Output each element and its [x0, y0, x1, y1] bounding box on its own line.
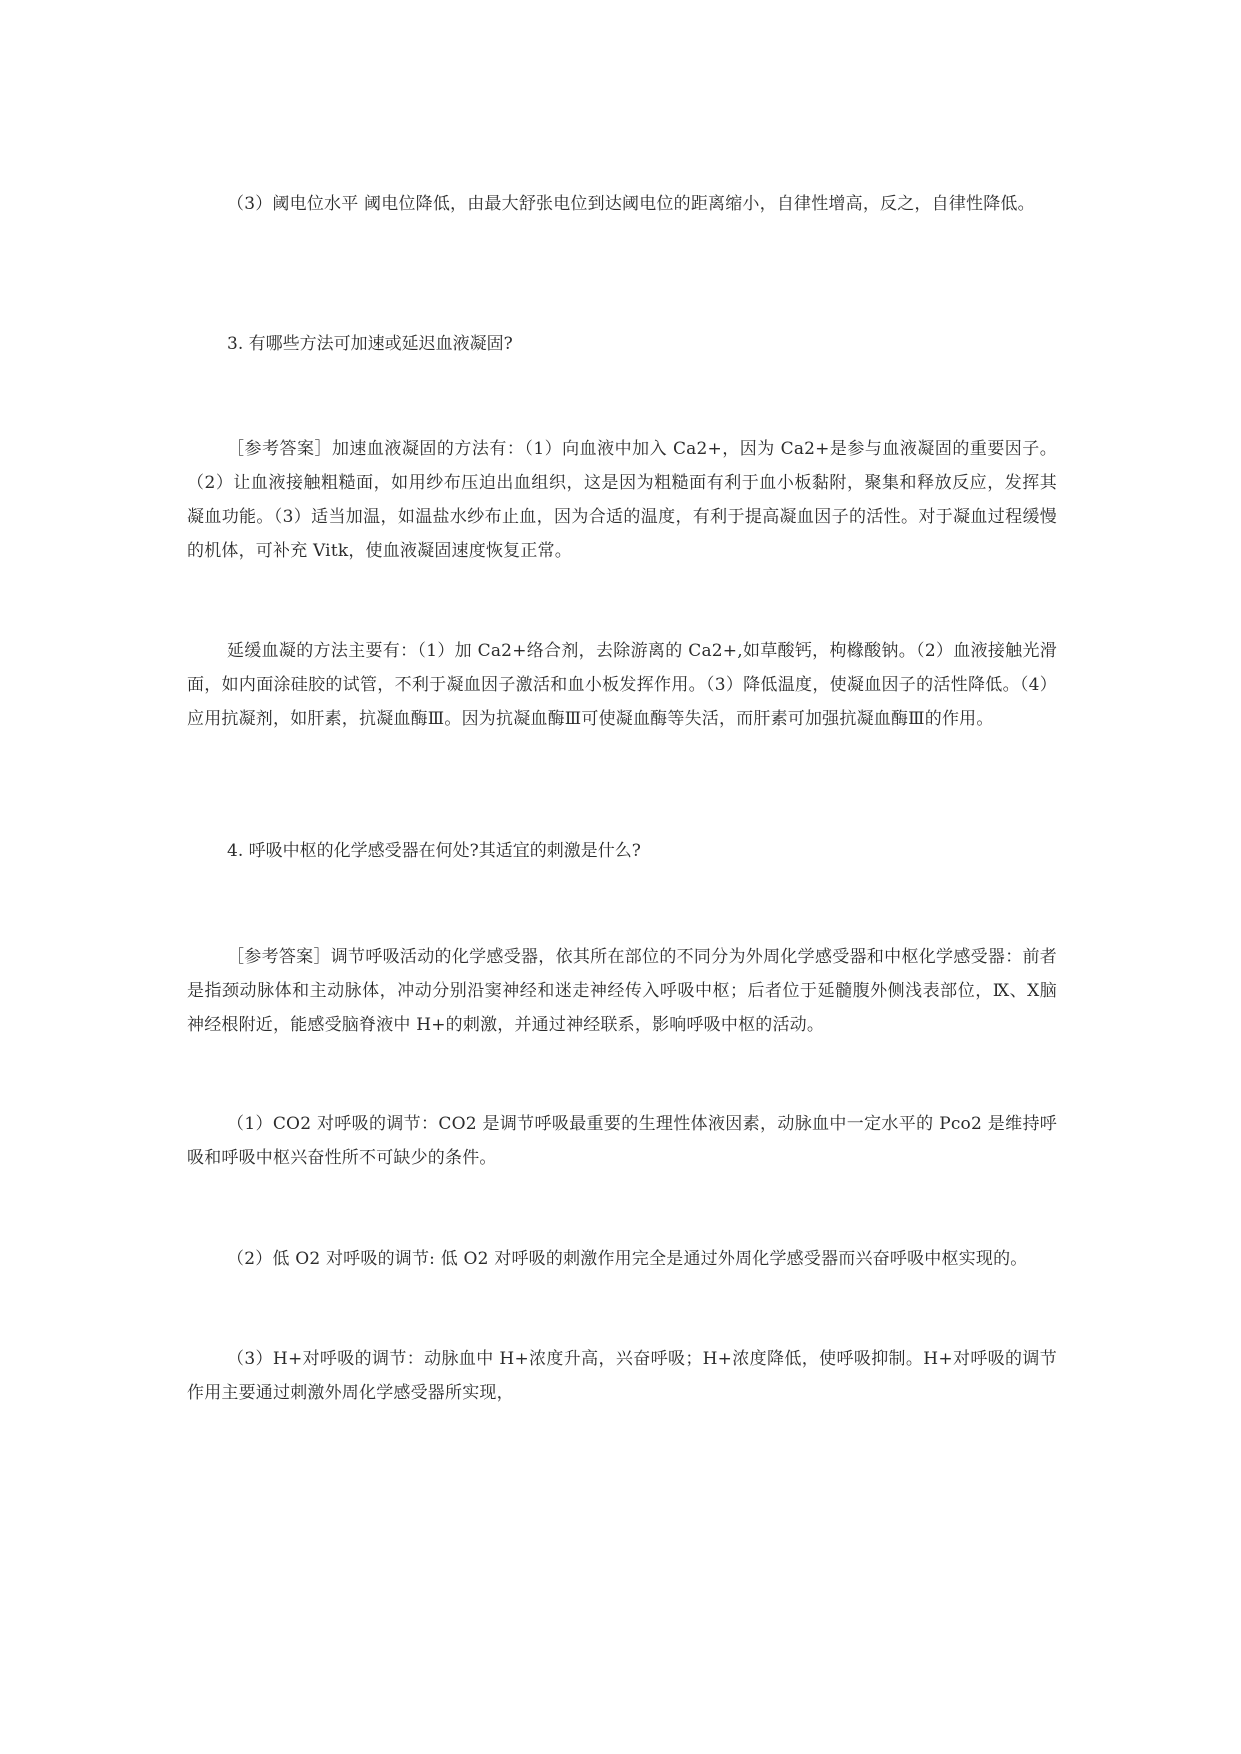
answer-3-delay: 延缓血凝的方法主要有：（1）加 Ca2+络合剂，去除游离的 Ca2+,如草酸钙，枸橼酸钠。（2）血液接触光滑面，如内面涂硅胶的试管，不利于凝血因子激活和血小板发挥作用。（3）降低温度，使凝血因子的活性降低。（4）应用抗凝剂，如肝素，抗凝血酶Ⅲ。因为抗凝血酶Ⅲ可使凝血酶等失活，而肝素可加强抗凝血酶Ⅲ的作用。 — [187, 641, 1057, 729]
answer-4-co2: （1）CO2 对呼吸的调节：CO2 是调节呼吸最重要的生理性体液因素，动脉血中一定水平的 Pco2 是维持呼吸和呼吸中枢兴奋性所不可缺少的条件。 — [187, 1114, 1057, 1168]
answer-3-accelerate: ［参考答案］加速血液凝固的方法有：（1）向血液中加入 Ca2+，因为 Ca2+是参与血液凝固的重要因子。（2）让血液接触粗糙面，如用纱布压迫出血组织，这是因为粗糙面有利于血小板黏附，聚集和释放反应，发挥其凝血功能。（3）适当加温，如温盐水纱布止血，因为合适的温度，有利于提高凝血因子的活性。对于凝血过程缓慢的机体，可补充 Vitk，使血液凝固速度恢复正常。 — [187, 439, 1057, 561]
answer-4-o2: （2）低 O2 对呼吸的调节: 低 O2 对呼吸的刺激作用完全是通过外周化学感受器而兴奋呼吸中枢实现的。 — [227, 1249, 1028, 1269]
answer-4-h: （3）H+对呼吸的调节：动脉血中 H+浓度升高，兴奋呼吸；H+浓度降低，使呼吸抑制。H+对呼吸的调节作用主要通过刺激外周化学感受器所实现， — [187, 1349, 1057, 1403]
question-4: 4. 呼吸中枢的化学感受器在何处?其适宜的刺激是什么? — [227, 841, 641, 861]
question-3: 3. 有哪些方法可加速或延迟血液凝固? — [227, 334, 513, 354]
answer-4-intro: ［参考答案］调节呼吸活动的化学感受器，依其所在部位的不同分为外周化学感受器和中枢化学感受器：前者是指颈动脉体和主动脉体，冲动分别沿窦神经和迷走神经传入呼吸中枢；后者位于延髓腹外侧浅表部位，Ⅸ、Ⅹ脑神经根附近，能感受脑脊液中 H+的刺激，并通过神经联系，影响呼吸中枢的活动。 — [187, 947, 1057, 1035]
paragraph-threshold-potential: （3）阈电位水平 阈电位降低，由最大舒张电位到达阈电位的距离缩小，自律性增高，反之，自律性降低。 — [227, 194, 1035, 214]
